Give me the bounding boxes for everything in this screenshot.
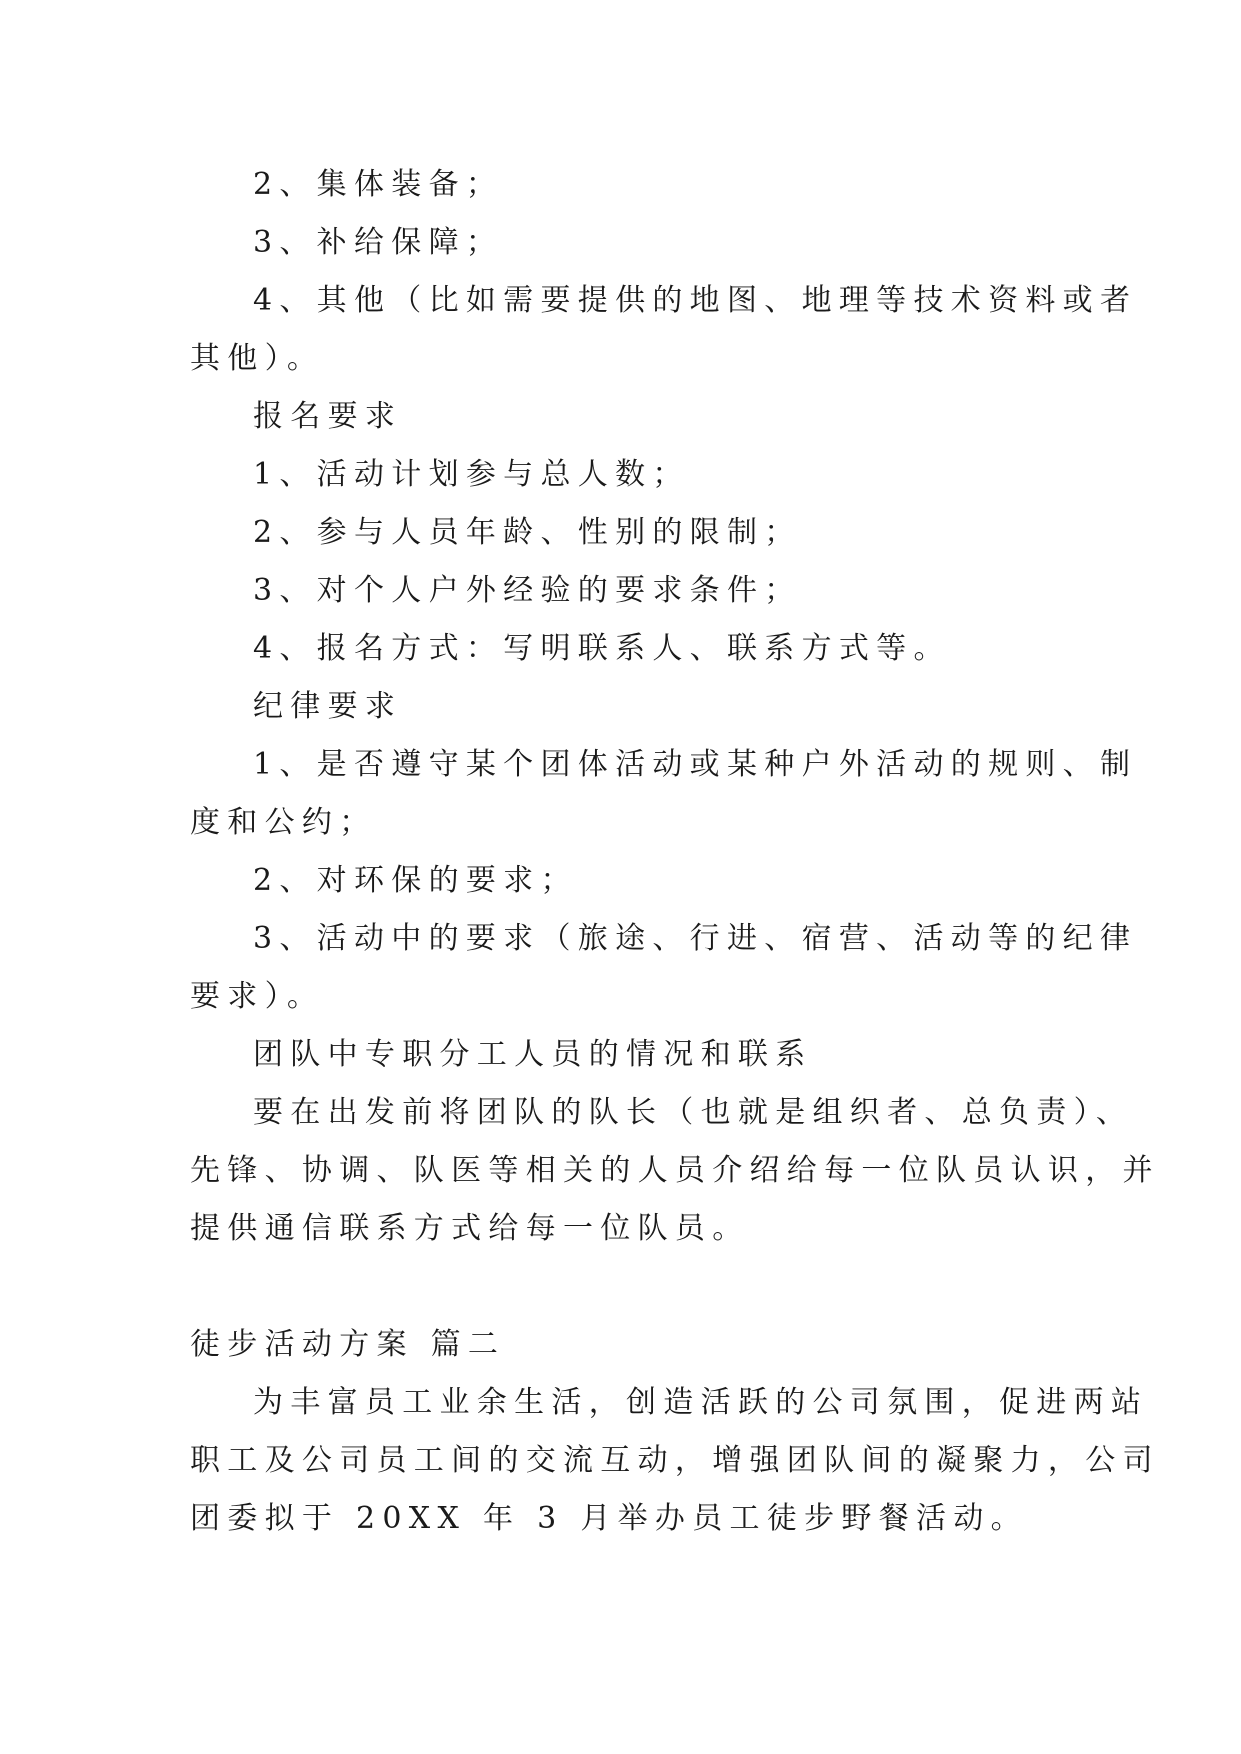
paragraph-line: 度和公约； [190,805,377,840]
paragraph-line: 3、活动中的要求（旅途、行进、宿营、活动等的纪律 [253,921,1138,956]
paragraph-line: 2、集体装备； [253,167,504,202]
paragraph-line: 先锋、协调、队医等相关的人员介绍给每一位队员认识，并 [190,1153,1160,1188]
paragraph-line: 职工及公司员工间的交流互动，增强团队间的凝聚力，公司 [190,1443,1160,1478]
paragraph-line: 其他）。 [190,341,325,376]
paragraph-line: 4、其他（比如需要提供的地图、地理等技术资料或者 [253,283,1138,318]
paragraph-line: 团委拟于 20XX 年 3 月举办员工徒步野餐活动。 [190,1501,1028,1536]
paragraph-line: 提供通信联系方式给每一位队员。 [190,1211,750,1246]
paragraph-line: 2、参与人员年龄、性别的限制； [253,515,802,550]
paragraph-line: 要在出发前将团队的队长（也就是组织者、总负责）、 [253,1095,1134,1130]
paragraph-line: 为丰富员工业余生活，创造活跃的公司氛围，促进两站 [253,1385,1149,1420]
section-heading: 纪律要求 [253,689,403,724]
paragraph-line: 4、报名方式：写明联系人、联系方式等。 [253,631,951,666]
section-heading: 团队中专职分工人员的情况和联系 [253,1037,813,1072]
paragraph-line: 1、活动计划参与总人数； [253,457,690,492]
paragraph-line: 2、对环保的要求； [253,863,578,898]
paragraph-line: 3、补给保障； [253,225,504,260]
paragraph-line: 3、对个人户外经验的要求条件； [253,573,802,608]
section-title: 徒步活动方案 篇二 [190,1327,506,1362]
section-heading: 报名要求 [253,399,403,434]
paragraph-line: 1、是否遵守某个团体活动或某种户外活动的规则、制 [253,747,1138,782]
paragraph-line: 要求）。 [190,979,325,1014]
